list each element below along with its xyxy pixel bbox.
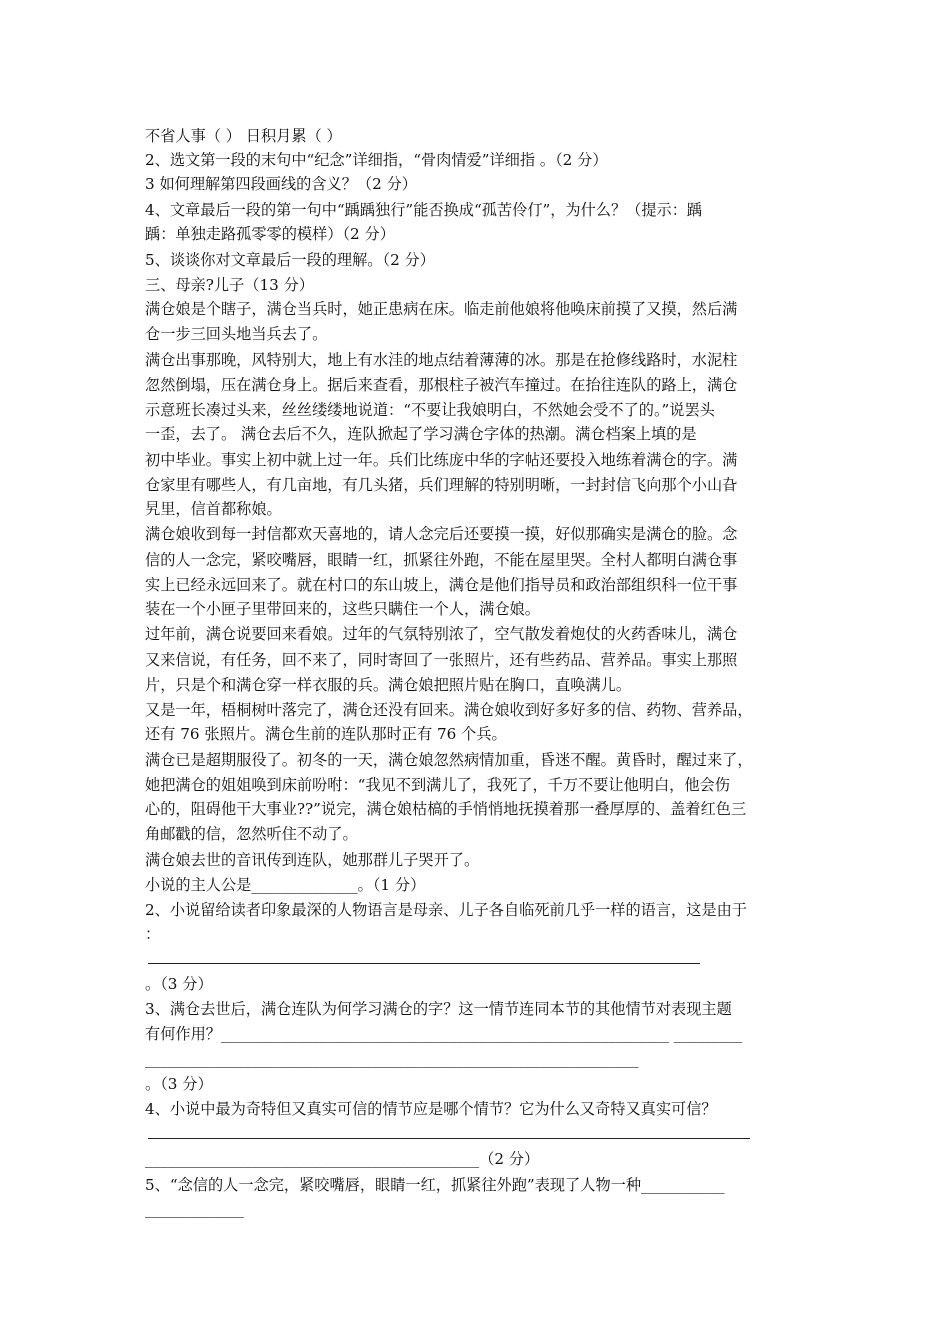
question-4: 4、文章最后一段的第一句中“踽踽独行”能否换成“孤苦伶仃”，为什么？（提示：踽 bbox=[145, 201, 703, 219]
story-paragraph-line: 一歪，去了。 满仓去后不久，连队掀起了学习满仓字体的热潮。满仓档案上填的是 bbox=[145, 425, 697, 443]
story-paragraph-line: 满仓娘是个瞎子，满仓当兵时，她正患病在床。临走前他娘将他唤床前摸了又摸，然后满 bbox=[145, 300, 738, 318]
story-question-5: 5、“念信的人一念完，紧咬嘴唇，眼睛一红，抓紧往外跑”表现了人物一种___________ bbox=[145, 1176, 725, 1194]
story-paragraph-line: 满仓娘去世的音讯传到连队，她那群儿子哭开了。 bbox=[145, 851, 480, 869]
question-3: 3 如何理解第四段画线的含义？（2 分） bbox=[145, 175, 417, 193]
story-paragraph-line: 初中毕业。事实上初中就上过一年。兵们比练庞中华的字帖还要投入地练着满仓的字。满 bbox=[145, 451, 738, 469]
story-paragraph-line: 片，只是个和满仓穿一样衣服的兵。满仓娘把照片贴在胸口，直唤满儿。 bbox=[145, 676, 631, 694]
story-paragraph-line: 满仓娘收到每一封信都欢天喜地的，请人念完后还要摸一摸，好似那确实是满仓的脸。念 bbox=[145, 525, 738, 543]
story-paragraph-line: 又是一年，梧桐树叶落完了，满仓还没有回来。满仓娘收到好多好多的信、药物、营养品， bbox=[145, 701, 753, 719]
answer-blank-line[interactable] bbox=[148, 1138, 750, 1139]
question-4-cont: 踽：单独走路孤零零的模样）（2 分） bbox=[145, 225, 395, 243]
question-5: 5、谈谈你对文章最后一段的理解。（2 分） bbox=[145, 251, 435, 269]
story-paragraph-line: 仓一步三回头地当兵去了。 bbox=[145, 325, 328, 343]
story-paragraph-line: 旯里，信首都称娘。 bbox=[145, 500, 282, 518]
story-question-4-blank: ____________________________________________（2 分） bbox=[145, 1150, 540, 1168]
story-paragraph-line: 仓家里有哪些人，有几亩地，有几头猪，兵们理解的特别明晰，一封封信飞向那个小山旮 bbox=[145, 476, 738, 494]
story-question-2-score: 。（3 分） bbox=[145, 975, 213, 993]
story-question-3-blank: _________________________________________________________________ bbox=[145, 1050, 639, 1068]
story-paragraph-line: 示意班长凑过头来，丝丝缕缕地说道：“不要让我娘明白，不然她会受不了的。”说罢头 bbox=[145, 401, 715, 419]
section-3-heading: 三、母亲?儿子（13 分） bbox=[145, 276, 314, 294]
story-paragraph-line: 满仓出事那晚，风特别大，地上有水洼的地点结着薄薄的冰。那是在抢修线路时，水泥柱 bbox=[145, 351, 738, 369]
story-question-2: 2、小说留给读者印象最深的人物语言是母亲、儿子各自临死前几乎一样的语言，这是由于 bbox=[145, 901, 747, 919]
story-paragraph-line: 她把满仓的姐姐唤到床前吩咐：“我见不到满儿了，我死了，千万不要让他明白，他会伤 bbox=[145, 776, 730, 794]
story-paragraph-line: 过年前，满仓说要回来看娘。过年的气氛特别浓了，空气散发着炮仗的火药香味儿，满仓 bbox=[145, 625, 738, 643]
vocab-answer-line: 不省人事（ ） 日积月累（ ） bbox=[145, 127, 342, 145]
story-question-1: 小说的主人公是______________。（1 分） bbox=[145, 876, 426, 894]
story-paragraph-line: 信的人一念完，紧咬嘴唇，眼睛一红，抓紧往外跑，不能在屋里哭。全村人都明白满仓事 bbox=[145, 551, 738, 569]
story-paragraph-line: 装在一个小匣子里带回来的，这些只瞒住一个人，满仓娘。 bbox=[145, 600, 540, 618]
story-question-2-cont: ： bbox=[145, 925, 161, 943]
story-paragraph-line: 实上已经永远回来了。就在村口的东山坡上，满仓是他们指导员和政治部组织科一位干事 bbox=[145, 576, 738, 594]
story-question-5-blank: _____________ bbox=[145, 1200, 244, 1218]
story-question-4: 4、小说中最为奇特但又真实可信的情节应是哪个情节？它为什么又奇特又真实可信？ bbox=[145, 1100, 717, 1118]
story-question-3-score: 。（3 分） bbox=[145, 1075, 213, 1093]
question-2: 2、选文第一段的末句中“纪念”详细指，“骨肉情爱”详细指 。（2 分） bbox=[145, 151, 608, 169]
story-question-3: 3、满仓去世后，满仓连队为何学习满仓的字？这一情节连同本节的其他情节对表现主题 bbox=[145, 1000, 732, 1018]
story-paragraph-line: 忽然倒塌，压在满仓身上。据后来查看，那根柱子被汽车撞过。在抬往连队的路上，满仓 bbox=[145, 376, 738, 394]
story-question-3-cont: 有何作用？___________________________________________________________ _________ bbox=[145, 1025, 743, 1043]
story-paragraph-line: 角邮戳的信，忽然听住不动了。 bbox=[145, 825, 358, 843]
answer-blank-line[interactable] bbox=[148, 963, 700, 964]
story-paragraph-line: 还有 76 张照片。满仓生前的连队那时正有 76 个兵。 bbox=[145, 725, 507, 743]
story-paragraph-line: 心的，阻碍他干大事业??”说完，满仓娘枯槁的手悄悄地抚摸着那一叠厚厚的、盖着红色三 bbox=[145, 800, 747, 818]
story-paragraph-line: 又来信说，有任务，回不来了，同时寄回了一张照片，还有些药品、营养品。事实上那照 bbox=[145, 651, 738, 669]
story-paragraph-line: 满仓已是超期服役了。初冬的一天，满仓娘忽然病情加重，昏迷不醒。黄昏时，醒过来了， bbox=[145, 751, 753, 769]
